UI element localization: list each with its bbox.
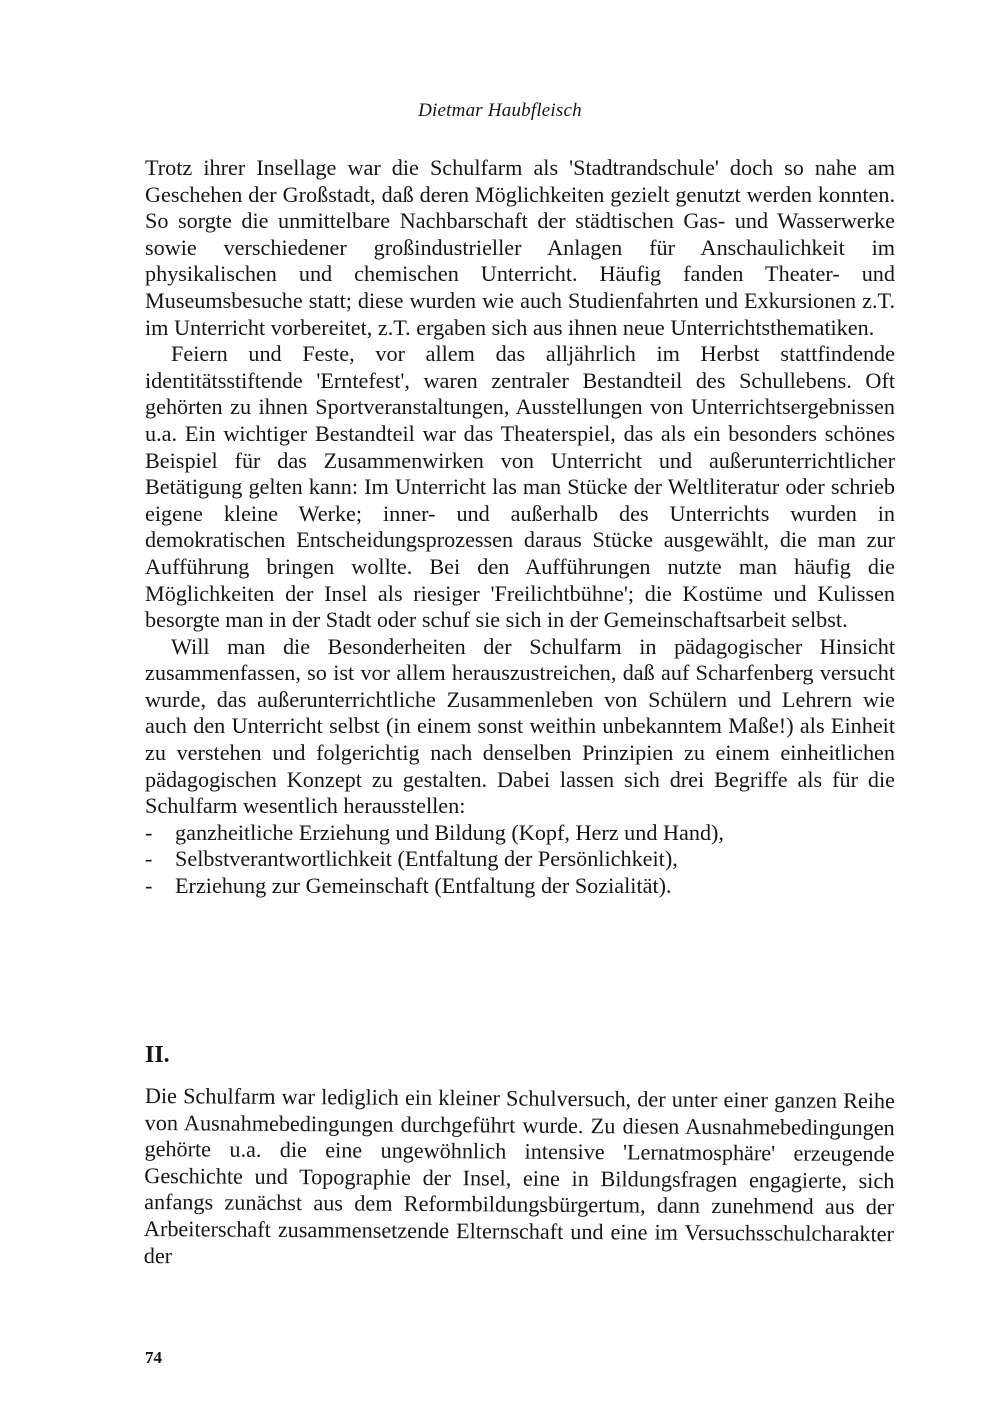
section-one-body (145, 155, 895, 900)
running-header-author: Dietmar Haubfleisch (418, 100, 582, 121)
paragraph-besonderheiten: Will man die Besonderheiten der Schulfarm in pädagogischer Hinsicht zusammenfassen, so ist vor allem herauszustreichen, daß auf Scharfenberg versucht wurde, das außerunterrichtliche Zusammenleben von Schülern und Lehrern wie auch den Unterricht selbst (in einem sonst weithin unbekanntem Maße!) als Einheit zu verstehen und folgerichtig nach denselben Prinzipien zu einem einheitlichen pädagogischen Konzept zu gestalten. Dabei lassen sich drei Begriffe als für die Schulfarm wesentlich herausstellen: (145, 633, 895, 819)
principles-list (145, 820, 895, 900)
list-item-text: Selbstverantwortlichkeit (Entfaltung der Persönlichkeit), (175, 846, 678, 872)
list-item-text: ganzheitliche Erziehung und Bildung (Kopf, Herz und Hand), (175, 819, 724, 845)
section-heading-ii: II. (145, 1042, 170, 1068)
list-dash: - (145, 873, 153, 899)
list-item (145, 873, 895, 900)
paragraph-feiern-feste: Feiern und Feste, vor allem das alljährlich im Herbst stattfindende identitätsstiftende 'Erntefest', waren zentraler Bestandteil des Schullebens. Oft gehörten zu ihnen Sportveranstaltungen, Ausstellungen von Unterrichtsergebnissen u.a. Ein wichtiger Bestandteil war das Theaterspiel, das als ein besonders schönes Beispiel für das Zusammenwirken von Unterricht und außerunterrichtlicher Betätigung gelten kann: Im Unterricht las man Stücke der Weltliteratur oder schrieb eigene kleine Werke; inner- und außerhalb des Unterrichts wurden in demokratischen Entscheidungsprozessen daraus Stücke ausgewählt, die man zur Aufführung bringen wollte. Bei den Aufführungen nutzte man häufig die Möglichkeiten der Insel als riesiger 'Freilichtbühne'; die Kostüme und Kulissen besorgte man in der Stadt oder schuf sie sich in der Gemeinschaftsarbeit selbst. (145, 341, 895, 633)
page-number: 74 (145, 1348, 162, 1367)
list-item (145, 820, 895, 847)
list-dash: - (145, 819, 153, 845)
section-two-body (144, 1083, 895, 1274)
list-item-text: Erziehung zur Gemeinschaft (Entfaltung der Sozialität). (175, 873, 672, 899)
paragraph-schulfarm-stadtrand: Trotz ihrer Insellage war die Schulfarm als 'Stadtrandschule' doch so nahe am Geschehen der Großstadt, daß deren Möglichkeiten gezielt genutzt werden konnten. So sorgte die unmittelbare Nachbarschaft der städtischen Gas- und Wasserwerke sowie verschiedener großindustrieller Anlagen für Anschaulichkeit im physikalischen und chemischen Unterricht. Häufig fanden Theater- und Museumsbesuche statt; diese wurden wie auch Studienfahrten und Exkursionen z.T. im Unterricht vorbereitet, z.T. ergaben sich aus ihnen neue Unterrichtsthematiken. (145, 155, 895, 340)
paragraph-schulversuch: Die Schulfarm war lediglich ein kleiner Schulversuch, der unter einer ganzen Reihe von Ausnahmebedingungen durchgeführt wurde. Zu diesen Ausnahmebedingungen gehörte u.a. die eine ungewöhnlich intensive 'Lernatmosphäre' erzeugende Geschichte und Topographie der Insel, eine in Bildungsfragen engagierte, sich anfangs zunächst aus dem Reformbildungsbürgertum, dann zunehmend aus der Arbeiterschaft zusammensetzende Elternschaft und eine im Versuchsschulcharakter der (143, 1083, 895, 1268)
list-dash: - (145, 846, 153, 872)
list-item (145, 846, 895, 873)
